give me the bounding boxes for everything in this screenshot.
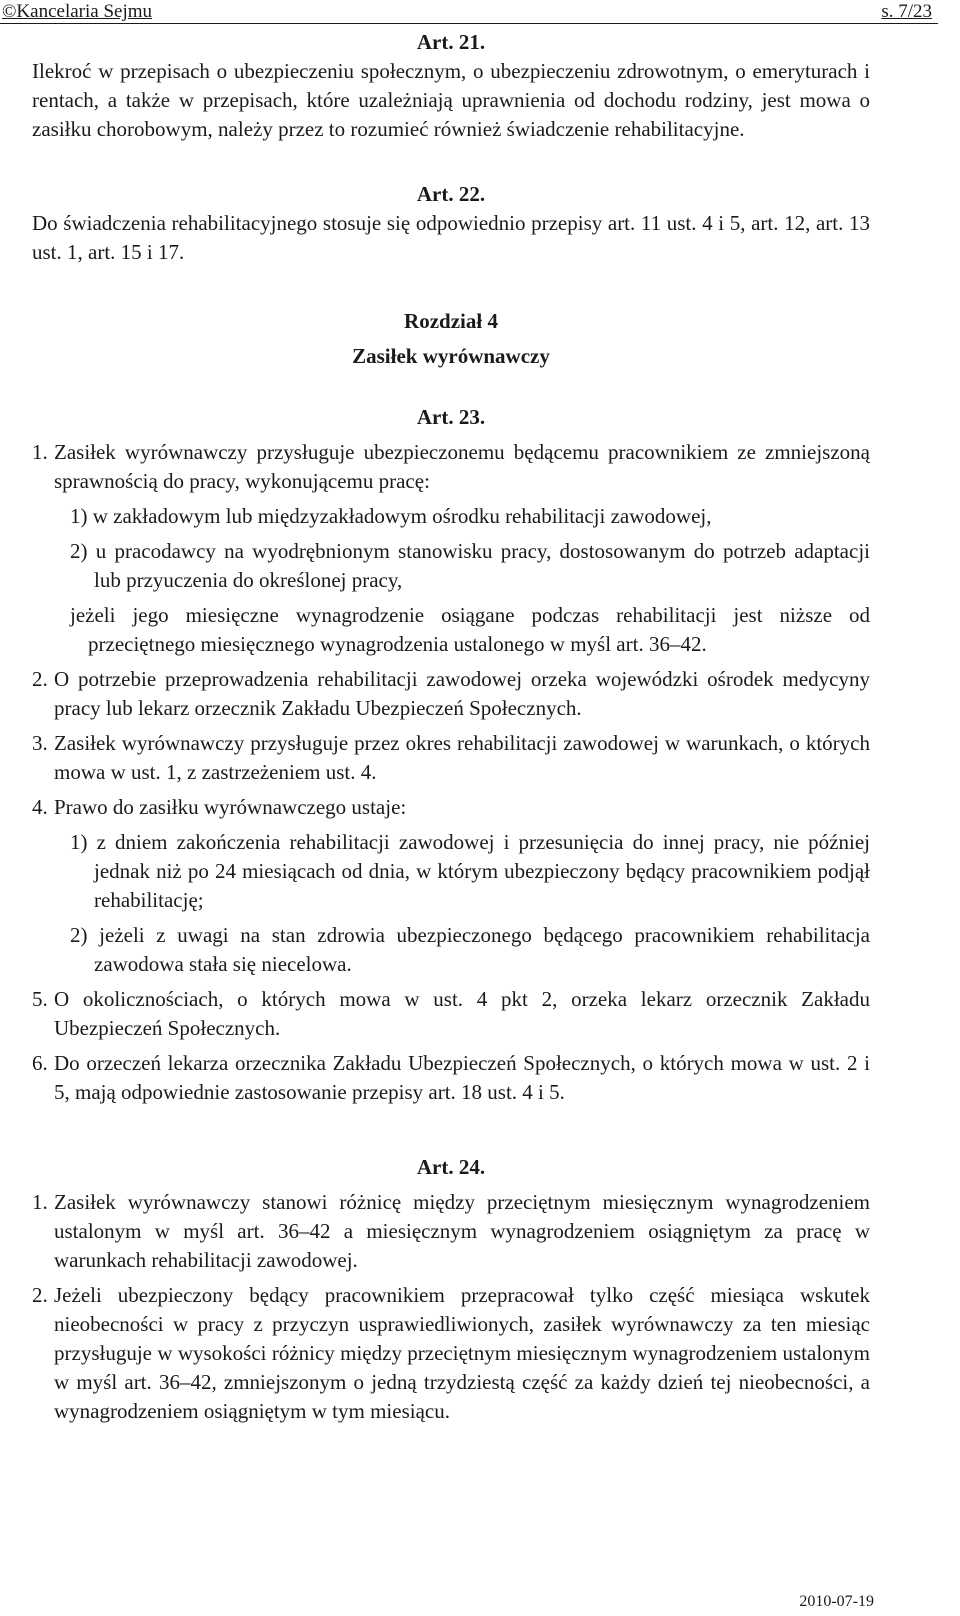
ust-text: Jeżeli ubezpieczony będący pracownikiem przepracował tylko część miesiąca wskutek nieobecności w pracy z przyczyn usprawiedliwionych, zasiłek wyrównawczy za ten miesiąc przysługuje w wysokości różnicy między przeciętnym miesięcznym wynagrodzeniem ustalonym w myśl art. 36–42, zmniejszonym o jedną trzydziestą część za każdy dzień tej nieobecności, a wynagrodzeniem osiągniętym w tym miesiącu.	[54, 1283, 870, 1423]
article-23-ust-1-point-1: 1) w zakładowym lub międzyzakładowym ośrodku rehabilitacji zawodowej,	[70, 504, 712, 528]
article-23-ust-4	[32, 793, 870, 822]
ust-text: Zasiłek wyrównawczy stanowi różnicę między przeciętnym miesięcznym wynagrodzeniem ustalonym w myśl art. 36–42 a miesięcznym wynagrodzeniem osiągniętym za pracę w warunkach rehabilitacji zawodowej.	[54, 1190, 870, 1272]
ust-text: Do orzeczeń lekarza orzecznika Zakładu Ubezpieczeń Społecznych, o których mowa w ust. 2 i 5, mają odpowiednie zastosowanie przepisy art. 18 ust. 4 i 5.	[54, 1051, 870, 1104]
article-24-heading: Art. 24.	[416, 1155, 486, 1179]
page-header	[0, 0, 960, 24]
article-22-heading: Art. 22.	[416, 182, 486, 206]
ust-number: 5.	[32, 987, 48, 1011]
article-24-ust-1	[32, 1188, 870, 1275]
header-rule	[0, 23, 938, 24]
ust-text: Prawo do zasiłku wyrównawczego ustaje:	[54, 795, 407, 819]
ust-text: O potrzebie przeprowadzenia rehabilitacji zawodowej orzeka wojewódzki ośrodek medycyny pracy lub lekarz orzecznik Zakładu Ubezpieczeń Społecznych.	[54, 667, 870, 720]
article-23-ust-1-point-2: 2) u pracodawcy na wyodrębnionym stanowisku pracy, dostosowanym do potrzeb adaptacji lub przyuczenia do określonej pracy,	[70, 539, 870, 592]
document-date: 2010-07-19	[799, 1593, 874, 1610]
article-23-heading: Art. 23.	[416, 405, 486, 429]
article-23-ust-1-closing: jeżeli jego miesięczne wynagrodzenie osiągane podczas rehabilitacji jest niższe od przeciętnego miesięcznego wynagrodzenia ustalonego w myśl art. 36–42.	[70, 603, 870, 656]
article-23-ust-1	[32, 438, 870, 496]
chapter-number: Rozdział 4	[404, 309, 498, 333]
ust-number: 2.	[32, 1283, 48, 1307]
ust-text: Zasiłek wyrównawczy przysługuje ubezpieczonemu będącemu pracownikiem ze zmniejszoną sprawnością do pracy, wykonującemu pracę:	[54, 440, 870, 493]
ust-number: 4.	[32, 795, 48, 819]
article-23-ust-2	[32, 665, 870, 723]
article-23-ust-5	[32, 985, 870, 1043]
article-24-ust-2	[32, 1281, 870, 1426]
document-body	[32, 28, 870, 1426]
ust-number: 1.	[32, 1190, 48, 1214]
article-23-ust-6	[32, 1049, 870, 1107]
article-23-ust-4-point-2: 2) jeżeli z uwagi na stan zdrowia ubezpieczonego będącego pracownikiem rehabilitacja zawodowa stała się niecelowa.	[70, 923, 870, 976]
ust-number: 2.	[32, 667, 48, 691]
article-21-heading: Art. 21.	[416, 30, 486, 54]
page-number: s. 7/23	[881, 1, 932, 22]
article-21-text: Ilekroć w przepisach o ubezpieczeniu społecznym, o ubezpieczeniu zdrowotnym, o emeryturach i rentach, a także w przepisach, które uzależniają uprawnienia od dochodu rodziny, jest mowa o zasiłku chorobowym, należy przez to rozumieć również świadczenie rehabilitacyjne.	[32, 59, 870, 141]
article-23-ust-3	[32, 729, 870, 787]
source-label: ©Kancelaria Sejmu	[2, 1, 153, 22]
article-22-text: Do świadczenia rehabilitacyjnego stosuje się odpowiednio przepisy art. 11 ust. 4 i 5, art. 12, art. 13 ust. 1, art. 15 i 17.	[32, 211, 870, 264]
ust-number: 6.	[32, 1051, 48, 1075]
ust-number: 1.	[32, 440, 48, 464]
article-23-ust-4-point-1: 1) z dniem zakończenia rehabilitacji zawodowej i przesunięcia do innej pracy, nie później jednak niż po 24 miesiącach od dnia, w którym ubezpieczony będący pracownikiem podjął rehabilitację;	[70, 830, 870, 912]
ust-text: O okolicznościach, o których mowa w ust. 4 pkt 2, orzeka lekarz orzecznik Zakładu Ubezpieczeń Społecznych.	[54, 987, 870, 1040]
ust-number: 3.	[32, 731, 48, 755]
chapter-title: Zasiłek wyrównawczy	[352, 344, 550, 368]
ust-text: Zasiłek wyrównawczy przysługuje przez okres rehabilitacji zawodowej w warunkach, o których mowa w ust. 1, z zastrzeżeniem ust. 4.	[54, 731, 870, 784]
